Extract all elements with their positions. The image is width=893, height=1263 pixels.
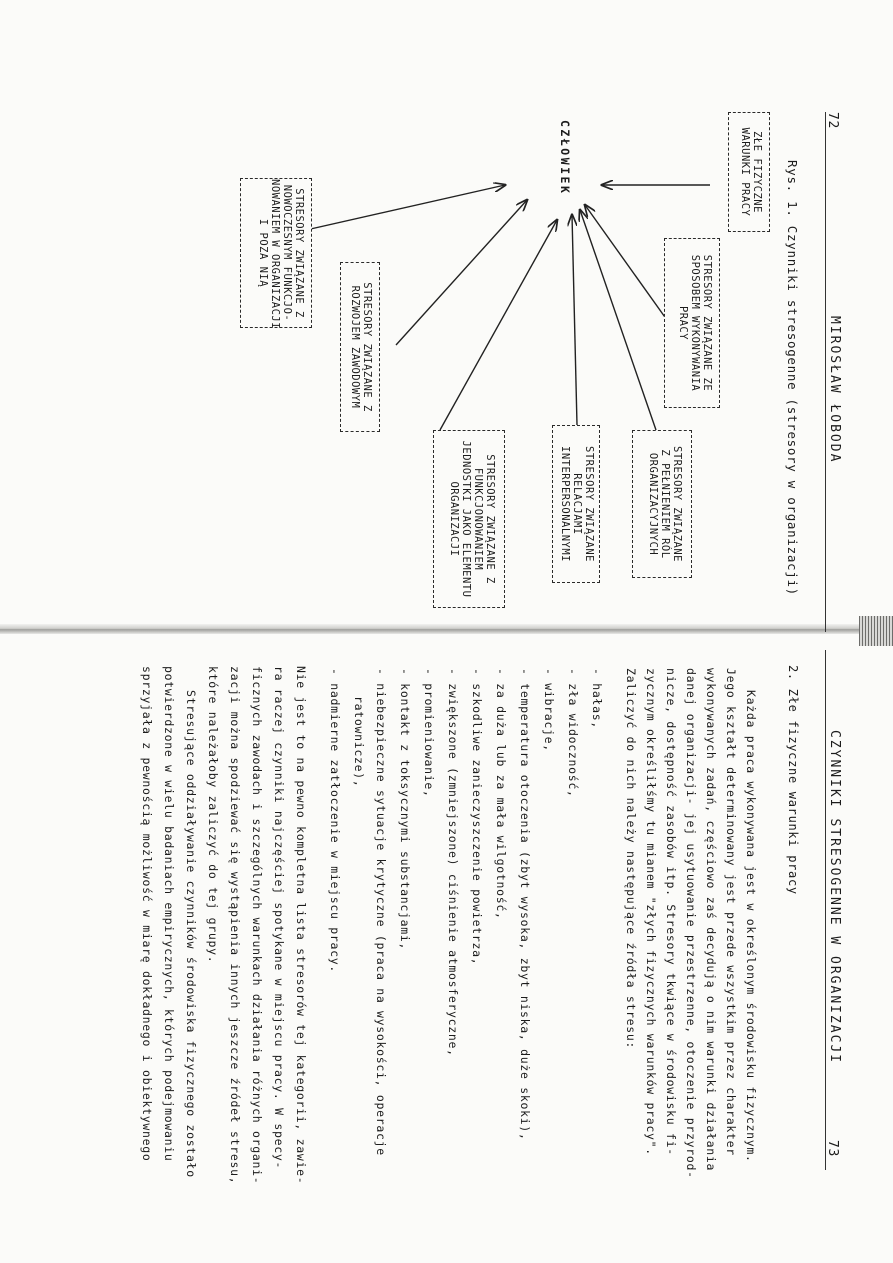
box-line: STRESORY ZWIĄZANE Z: [484, 454, 496, 584]
book-gutter: [0, 624, 893, 634]
box-line: NOWOCZESNYM FUNKCJO-: [281, 184, 293, 322]
header-rule-lower: [825, 650, 826, 1170]
box-line: WARUNKI PRACY: [739, 127, 751, 217]
bullet-item-continued: ratownicze),: [352, 696, 366, 788]
body-line: które należałoby zaliczyć do tej grupy.: [206, 666, 220, 964]
arrow-b2: [585, 205, 667, 320]
box-line: Z PEŁNIENIEM RÓL: [659, 449, 671, 559]
box-line: RELACJAMI: [571, 473, 583, 535]
body-line: wykonywanych zadań, częściowo zaś decydują o nim warunki działania: [704, 668, 718, 1172]
figure-caption: Rys. 1. Czynniki stresogenne (stresory w organizacji): [785, 160, 800, 596]
body-line: potwierdzone w wielu badaniach empirycznych, których podejmowaniu: [162, 666, 176, 1162]
box-rozwoj-zawodowy: [340, 262, 380, 432]
box-line: ROZWOJEM ZAWODOWYM: [349, 285, 361, 409]
box-line: ORGANIZACYJNYCH: [647, 452, 659, 556]
binding-edge: [859, 616, 893, 646]
box-line: FUNKCJONOWANIEM: [472, 467, 484, 571]
box-line: STRESORY ZWIĄZANE Z: [361, 282, 373, 412]
box-line: PRACY: [677, 305, 689, 341]
arrow-b4: [572, 215, 577, 425]
box-line: ZŁE FIZYCZNE: [751, 131, 763, 213]
bullet-item: - szkodliwe zanieczyszczenie powietrza,: [470, 668, 484, 966]
box-line: STRESORY ZWIĄZANE: [583, 446, 595, 562]
body-line: danej organizacji- jej usytuowanie przestrzenne, otoczenie przyrod-: [684, 668, 698, 1179]
arrow-b3: [580, 210, 656, 430]
box-line: NOWANIEM W ORGANIZACJI: [269, 179, 281, 330]
bullet-item: - nadmierne zatłoczenie w miejscu pracy.: [328, 668, 342, 973]
page-number-73: 73: [825, 1140, 840, 1158]
bullet-item: - promieniowanie,: [422, 668, 436, 798]
body-line: zycznym określiłśmy tu mianem "złych fizycznych warunków pracy".: [644, 668, 658, 1156]
bullet-item: - zła widoczność,: [566, 668, 580, 798]
body-line: nicze, dostępność zasobów itp. Stresory tkwiące w środowisku fi-: [664, 668, 678, 1156]
body-line: Jego kształt determinowany jest przede wszystkim przez charakter: [724, 668, 738, 1156]
body-line: ra raczej czynniki najczęściej spotykane w miejscu pracy. W specy-: [272, 666, 286, 1170]
page-number-72: 72: [825, 112, 840, 130]
body-line: ficznych zawodach i szczególnych warunkach działania różnych organi-: [250, 666, 264, 1185]
bullet-item: - wibracje,: [542, 668, 556, 752]
bullet-item: - hałas,: [590, 668, 604, 729]
box-nowoczesne-funkcjonowanie: [240, 178, 312, 328]
body-line: Każda praca wykonywana jest w określonym środowisku fizycznym.: [744, 690, 758, 1163]
box-relacje-interpersonalne: [552, 425, 600, 583]
bullet-item: - temperatura otoczenia (zbyt wysoka, zbyt niska, duże skoki),: [518, 668, 532, 1141]
box-line: JEDNOSTKI JAKO ELEMENTU: [460, 440, 472, 598]
bullet-item: - kontakt z toksycznymi substancjami,: [398, 668, 412, 951]
body-line: Nie jest to na pewno kompletna lista stresorów tej kategorii, zawie-: [294, 666, 308, 1185]
box-pelnienie-rol: [632, 430, 692, 578]
body-line: Stresujące oddziaływanie czynników środowiska fizycznego zostało: [184, 690, 198, 1178]
center-node-czlowiek: CZŁOWIEK: [558, 120, 572, 196]
arrow-b5: [440, 220, 557, 430]
bullet-item: - za duża lub za mała wilgotność,: [494, 668, 508, 920]
box-zle-fizyczne-warunki: [728, 112, 770, 232]
section-heading: 2. Złe fizyczne warunki pracy: [786, 665, 800, 895]
box-line: ORGANIZACJI: [448, 481, 460, 557]
bullet-item: - zwiększone (zmniejszone) ciśnienie atmosferyczne,: [446, 668, 460, 1057]
box-jednostka-element-organizacji: [433, 430, 505, 608]
arrow-b6: [396, 200, 527, 345]
bullet-item: - niebezpieczne sytuacje krytyczne (praca na wysokości, operacje: [374, 668, 388, 1156]
box-line: STRESORY ZWIĄZANE: [671, 446, 683, 562]
box-line: INTERPERSONALNYMI: [559, 446, 571, 562]
body-line: zacji można spodziewać się wystąpienia innych jeszcze źródeł stresu,: [228, 666, 242, 1185]
box-line: STRESORY ZWIĄZANE ZE: [701, 254, 713, 392]
running-head-upper: MIROSŁAW ŁOBODA: [827, 316, 842, 464]
body-line: sprzyjała z pewnością możliwość w miarę dokładnego i obiektywnego: [140, 666, 154, 1162]
body-line: Zaliczyć do nich należy następujące źródła stresu:: [624, 668, 638, 1050]
box-line: STRESORY ZWIĄZANE Z: [293, 188, 305, 318]
box-sposob-wykonywania: [664, 238, 720, 408]
running-head-lower: CZYNNIKI STRESOGENNE W ORGANIZACJI: [827, 730, 842, 1065]
box-line: I POZA NIĄ: [257, 218, 269, 288]
box-line: SPOSOBEM WYKONYWANIA: [689, 254, 701, 392]
